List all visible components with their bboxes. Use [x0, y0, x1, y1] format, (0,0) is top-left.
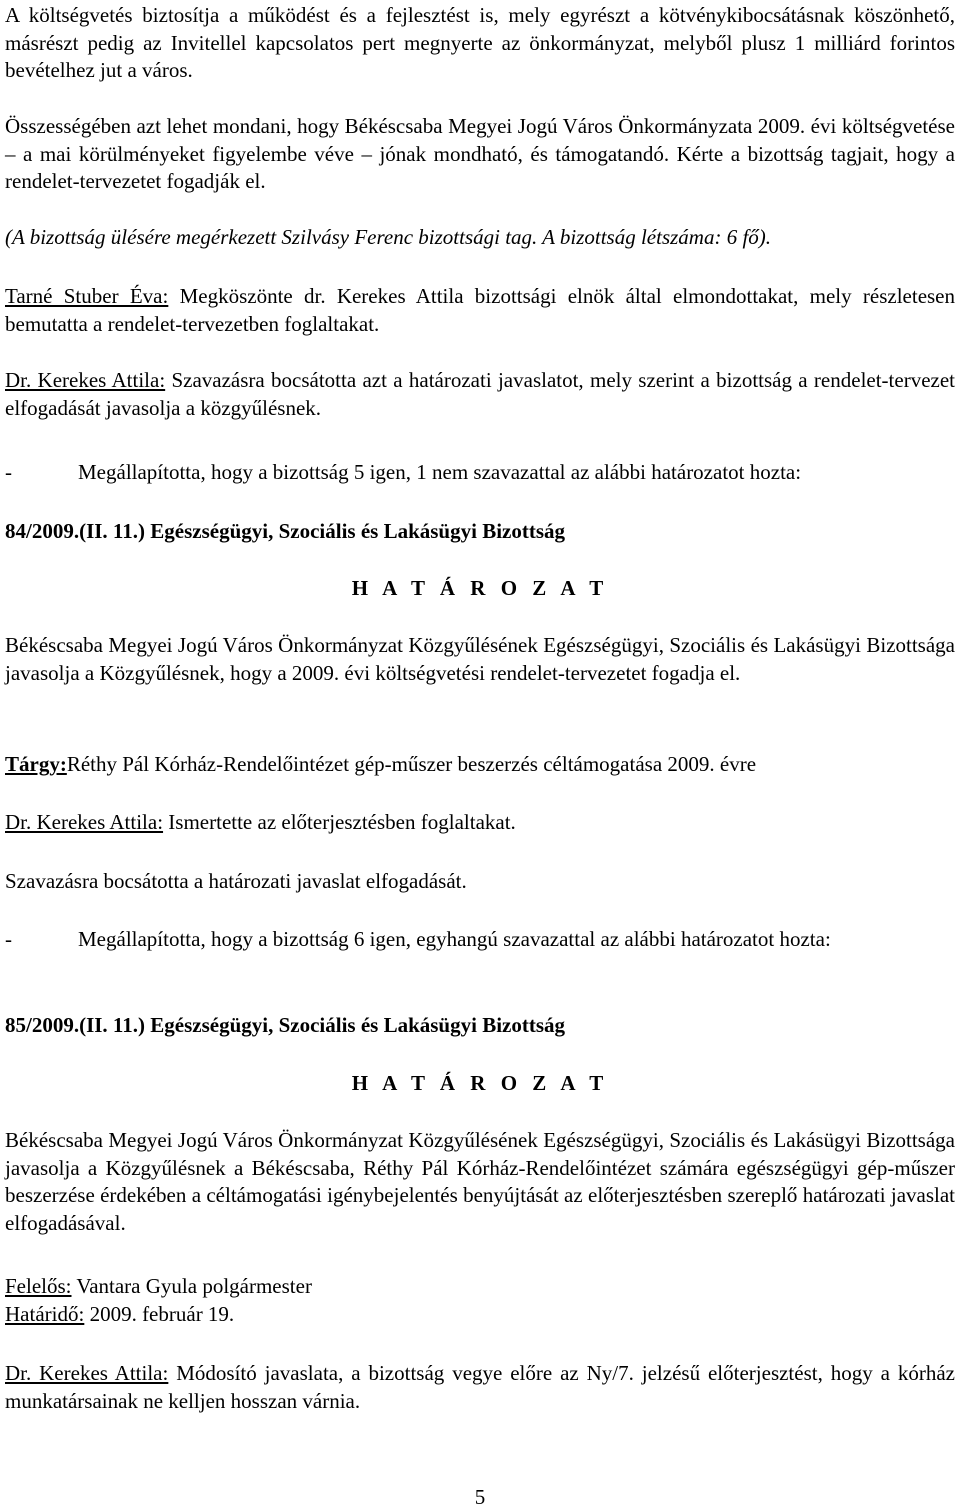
paragraph-kerekes-vote-call	[5, 367, 955, 422]
paragraph-text: Módosító javaslata, a bizottság vegye előre az Ny/7. jelzésű előterjesztést, hogy a kórház munkatársainak ne kelljen hosszan várnia.	[5, 1361, 955, 1413]
subject-label: Tárgy:	[5, 752, 67, 776]
paragraph-kerekes-presented	[5, 809, 955, 837]
deadline-label: Határidő:	[5, 1302, 85, 1326]
resolution-2-body	[5, 1127, 955, 1237]
vote-result-2	[5, 926, 955, 954]
vote-result-1	[5, 459, 955, 487]
resolution-text: Békéscsaba Megyei Jogú Város Önkormányzat Közgyűlésének Egészségügyi, Szociális és Lakásügyi Bizottsága javasolja a Közgyűlésnek, hogy a 2009. évi költségvetési rendelet-tervezetet fogadja el.	[5, 633, 955, 685]
paragraph-budget-intro	[5, 2, 955, 85]
resolution-1-heading: 84/2009.(II. 11.) Egészségügyi, Szociális és Lakásügyi Bizottság	[5, 519, 566, 543]
responsible-line	[5, 1273, 955, 1301]
paragraph-text: Szavazásra bocsátotta azt a határozati javaslatot, mely szerint a bizottság a rendelet-tervezet elfogadását javasolja a közgyűlésnek.	[5, 368, 955, 420]
paragraph-text: Szavazásra bocsátotta a határozati javaslat elfogadását.	[5, 869, 467, 893]
speaker-name: Dr. Kerekes Attila:	[5, 810, 164, 834]
responsible-label: Felelős:	[5, 1274, 72, 1298]
speaker-name: Tarné Stuber Éva:	[5, 284, 169, 308]
paragraph-text: A költségvetés biztosítja a működést és a fejlesztést is, mely egyrészt a kötvénykibocsátásnak köszönhető, másrészt pedig az Invitellel kapcsolatos pert megnyerte az önkormányzat, melyből plusz 1 milliárd forintos bevételhez jut a város.	[5, 3, 955, 82]
resolution-text: Békéscsaba Megyei Jogú Város Önkormányzat Közgyűlésének Egészségügyi, Szociális és Lakásügyi Bizottsága javasolja a Közgyűlésnek a Békéscsaba, Réthy Pál Kórház-Rendelőintézet számára egészségügyi gép-műszer beszerzése érdekében a céltámogatási igénybejelentés benyújtását az előterjesztésben szereplő határozati javaslat elfogadásával.	[5, 1128, 955, 1235]
resolution-1-body	[5, 632, 955, 687]
subject-text: Réthy Pál Kórház-Rendelőintézet gép-műszer beszerzés céltámogatása 2009. évre	[66, 752, 757, 776]
subject-line	[5, 751, 955, 779]
paragraph-attendance-note	[5, 224, 955, 252]
resolution-2-heading: 85/2009.(II. 11.) Egészségügyi, Szociális és Lakásügyi Bizottság	[5, 1013, 566, 1037]
paragraph-text: Megköszönte dr. Kerekes Attila bizottsági elnök által elmondottakat, mely részletesen bemutatta a rendelet-tervezetben foglaltakat.	[5, 284, 956, 336]
page-number: 5	[474, 1485, 486, 1509]
resolution-2-title: H A T Á R O Z A T	[351, 1071, 609, 1095]
paragraph-summary	[5, 113, 955, 196]
speaker-name: Dr. Kerekes Attila:	[5, 368, 166, 392]
paragraph-vote-call-2	[5, 868, 955, 896]
vote-result-text: Megállapította, hogy a bizottság 5 igen, 1 nem szavazattal az alábbi határozatot hozta:	[78, 460, 802, 484]
deadline-line	[5, 1301, 955, 1329]
responsible-text: Vantara Gyula polgármester	[71, 1274, 312, 1298]
bullet-dash: -	[5, 460, 12, 484]
paragraph-tarne-stuber	[5, 283, 955, 338]
resolution-1-title: H A T Á R O Z A T	[351, 576, 609, 600]
deadline-text: 2009. február 19.	[84, 1302, 235, 1326]
bullet-dash: -	[5, 927, 12, 951]
vote-result-text: Megállapította, hogy a bizottság 6 igen, egyhangú szavazattal az alábbi határozatot hozta:	[78, 927, 831, 951]
paragraph-text: (A bizottság ülésére megérkezett Szilvásy Ferenc bizottsági tag. A bizottság létszáma: 6 fő).	[5, 225, 772, 249]
paragraph-kerekes-amendment	[5, 1360, 955, 1415]
paragraph-text: Összességében azt lehet mondani, hogy Békéscsaba Megyei Jogú Város Önkormányzata 2009. évi költségvetése – a mai körülményeket figyelembe véve – jónak mondható, és támogatandó. Kérte a bizottság tagjait, hogy a rendelet-tervezetet fogadják el.	[5, 114, 955, 193]
paragraph-text: Ismertette az előterjesztésben foglaltakat.	[163, 810, 516, 834]
speaker-name: Dr. Kerekes Attila:	[5, 1361, 169, 1385]
